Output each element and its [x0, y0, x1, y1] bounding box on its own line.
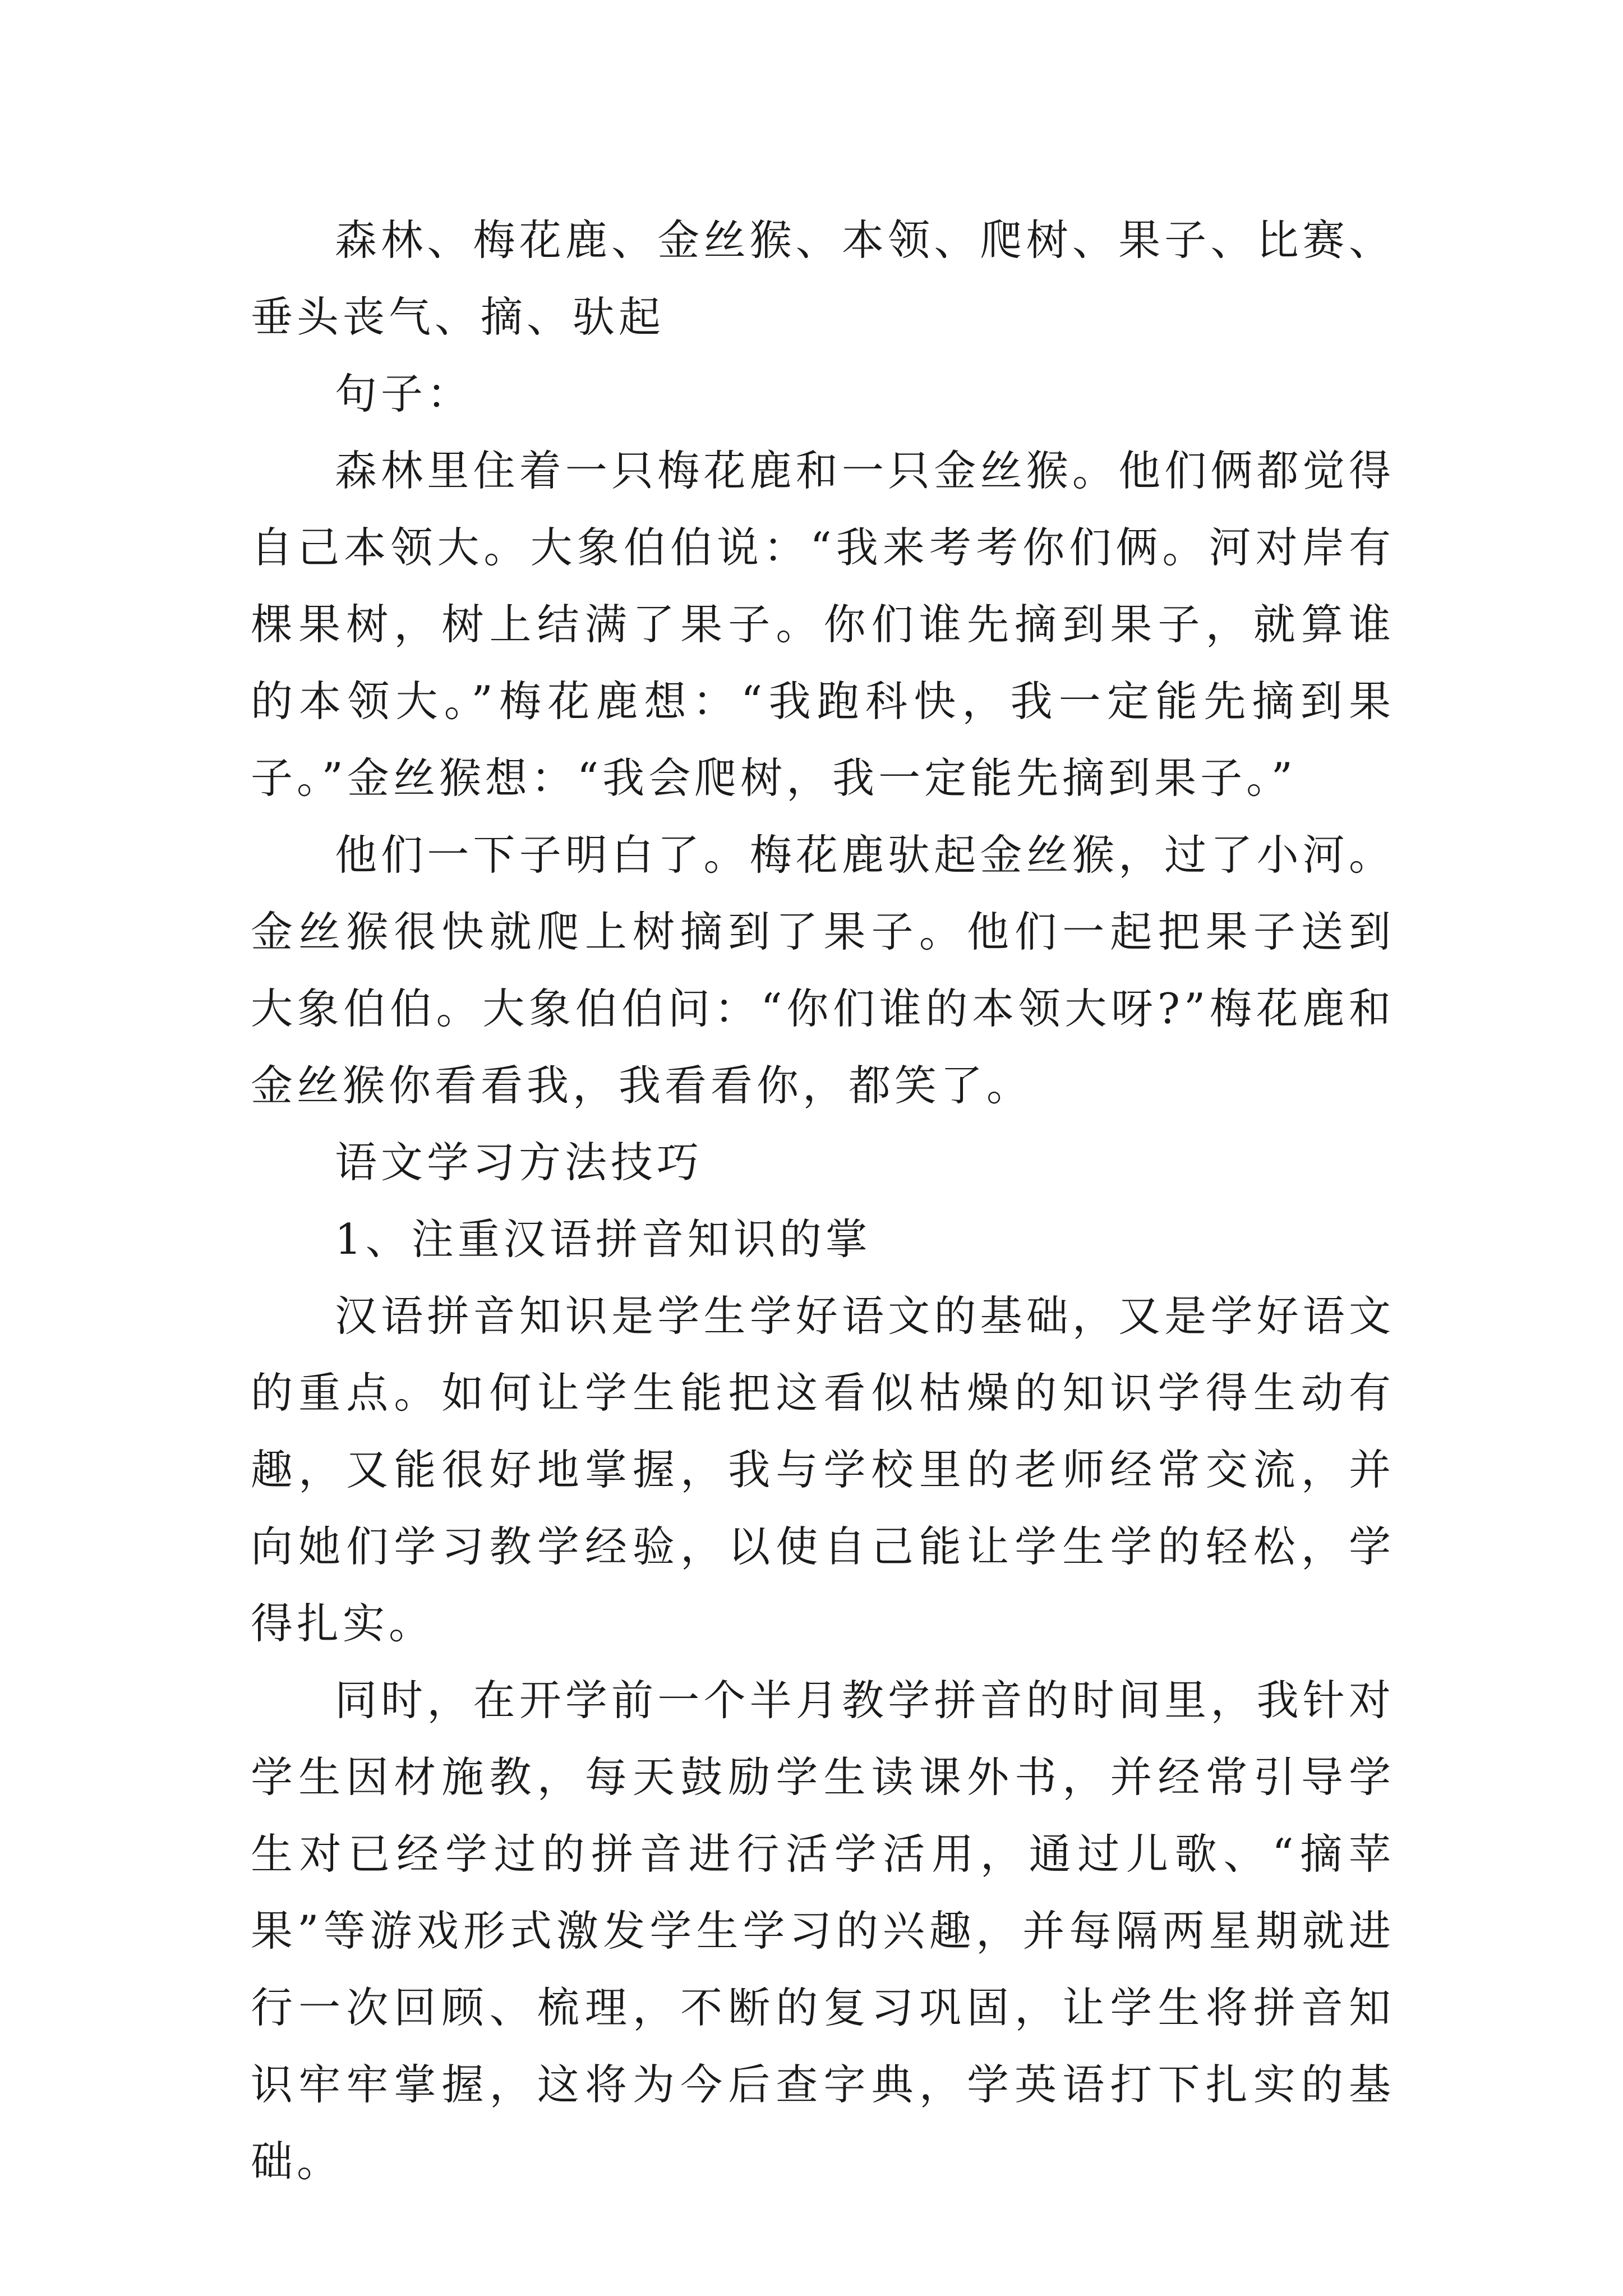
section-heading: 语文学习方法技巧: [335, 1138, 703, 1187]
paragraph-vocabulary: 森林、梅花鹿、金丝猴、本领、爬树、果子、比赛、垂头丧气、摘、驮起: [251, 215, 1395, 342]
paragraph-pinyin-importance: 汉语拼音知识是学生学好语文的基础，又是学好语文的重点。如何让学生能把这看似枯燥的知识学得生动有趣，又能很好地掌握，我与学校里的老师经常交流，并向她们学习教学经验，以使自己能让学生学的轻松，学得扎实。: [251, 1291, 1395, 1648]
subsection-heading: 1、注重汉语拼音知识的掌: [335, 1214, 872, 1264]
paragraph-story-part-2: 他们一下子明白了。梅花鹿驮起金丝猴，过了小河。金丝猴很快就爬上树摘到了果子。他们一起把果子送到大象伯伯。大象伯伯问：“你们谁的本领大呀?”梅花鹿和金丝猴你看看我，我看看你，都笑了。: [251, 830, 1395, 1110]
paragraph-pinyin-methods: 同时，在开学前一个半月教学拼音的时间里，我针对学生因材施教，每天鼓励学生读课外书，并经常引导学生对已经学过的拼音进行活学活用，通过儿歌、“摘苹果”等游戏形式激发学生学习的兴趣，并每隔两星期就进行一次回顾、梳理，不断的复习巩固，让学生将拼音知识牢牢掌握，这将为今后查字典，学英语打下扎实的基础。: [251, 1676, 1395, 2186]
document-body: [251, 202, 1395, 2200]
paragraph-story-part-1: 森林里住着一只梅花鹿和一只金丝猴。他们俩都觉得自己本领大。大象伯伯说：“我来考考你们俩。河对岸有棵果树，树上结满了果子。你们谁先摘到果子，就算谁的本领大。”梅花鹿想：“我跑科快，我一定能先摘到果子。”金丝猴想：“我会爬树，我一定能先摘到果子。”: [251, 446, 1395, 803]
paragraph-sentences-label: 句子：: [335, 369, 473, 418]
